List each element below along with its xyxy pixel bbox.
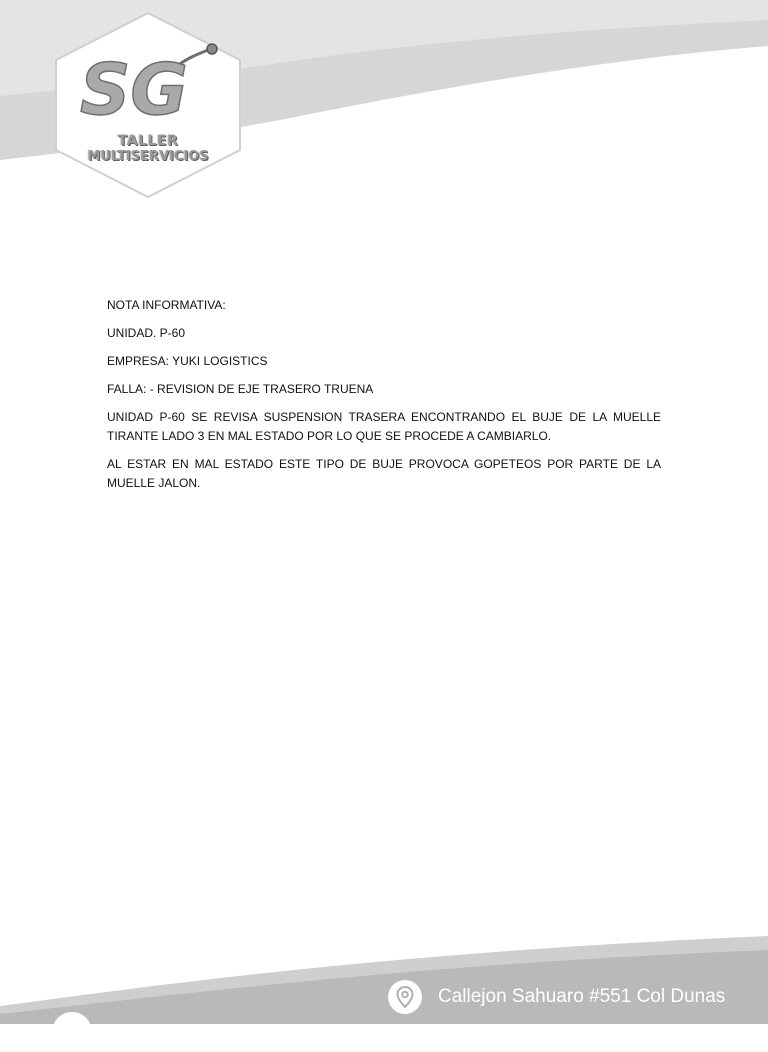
logo-line-1: TALLER (117, 133, 179, 149)
address-text: Callejon Sahuaro #551 Col Dunas (438, 986, 726, 1007)
footer-decorative-circle (52, 1012, 92, 1052)
company-line: EMPRESA: YUKI LOGISTICS (107, 354, 268, 368)
document-heading: NOTA INFORMATIVA: (107, 298, 226, 312)
paragraph-consequence: AL ESTAR EN MAL ESTADO ESTE TIPO DE BUJE PROVOCA GOPETEOS POR PARTE DE LA MUELLE JALON. (107, 457, 661, 490)
fault-line: FALLA: - REVISION DE EJE TRASERO TRUENA (107, 382, 374, 396)
logo-hexagon-icon (48, 10, 248, 200)
location-pin-icon (388, 980, 422, 1014)
paragraph-finding: UNIDAD P-60 SE REVISA SUSPENSION TRASERA ENCONTRANDO EL BUJE DE LA MUELLE TIRANTE LADO 3 EN MAL ESTADO POR LO QUE SE PROCEDE A CAMBIARLO. (107, 410, 661, 443)
logo-mark-text: SG (80, 49, 188, 131)
unit-line: UNIDAD. P-60 (107, 326, 186, 340)
company-logo (48, 10, 248, 200)
document-body (107, 296, 661, 502)
logo-line-2: MULTISERVICIOS (87, 149, 209, 164)
logo-subtitle (48, 134, 248, 164)
footer-address (388, 980, 725, 1014)
